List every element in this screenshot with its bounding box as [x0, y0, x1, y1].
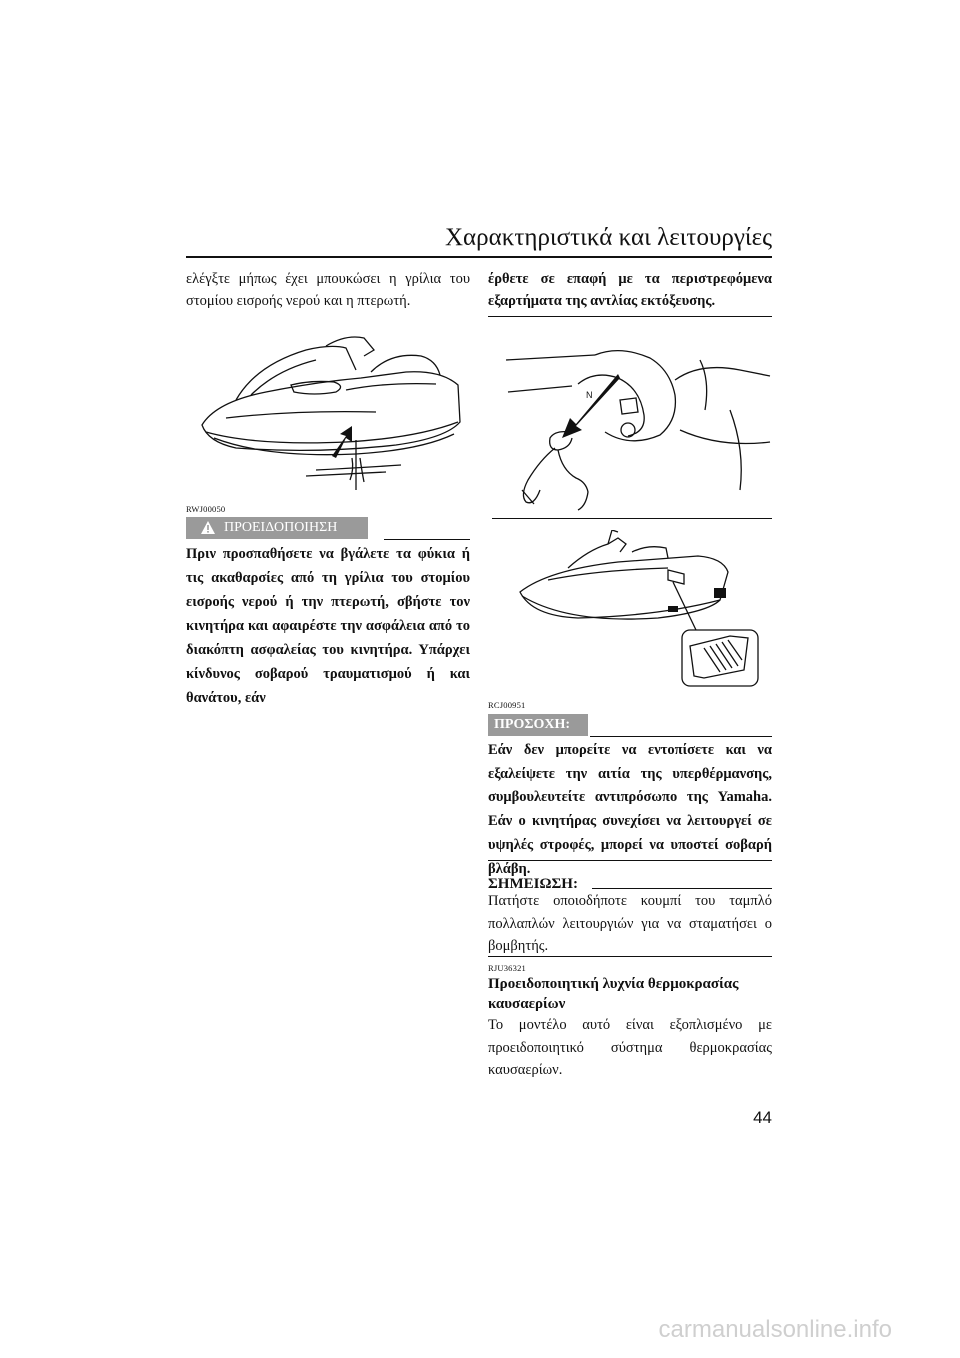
section-code: RJU36321 [488, 963, 526, 973]
warning-end-rule [488, 316, 772, 317]
watermark: carmanualsonline.info [658, 1316, 892, 1343]
warning-header-rule [384, 539, 470, 540]
section-text: Το μοντέλο αυτό είναι εξοπλισμένο με προειδοποιητικό σύστημα θερμοκρασίας καυσαερίων. [488, 1017, 772, 1078]
warning-label: ΠΡΟΕΙΔΟΠΟΙΗΣΗ [224, 520, 338, 535]
page-header-title: Χαρακτηριστικά και λειτουργίες [445, 224, 772, 251]
figure-divider [492, 518, 772, 519]
engine-switch-illustration [500, 340, 772, 515]
intro-paragraph: ελέγξτε μήπως έχει μπουκώσει η γρίλια του στομίου εισροής νερού και η πτερωτή. [186, 271, 470, 309]
caution-text: Εάν δεν μπορείτε να εντοπίσετε και να εξαλείψετε την αιτία της υπερθέρμανσης, συμβουλευτείτε αντιπρόσωπο της Yamaha. Εάν ο κινητήρας συνεχίσει να λειτουργεί σε υψηλές στροφές, μπορεί να υποστεί σοβαρή βλάβη. [488, 742, 772, 877]
watercraft-intake-illustration [196, 330, 466, 500]
warning-text: Πριν προσπαθήσετε να βγάλετε τα φύκια ή τις ακαθαρσίες από τη γρίλια του στομίου εισροής νερού ή την πτερωτή, σβήστε τον κινητήρα και αφαιρέστε την ασφάλεια από το διακόπτη ασφαλείας του κινητήρα. Υπάρχει κίνδυνος σοβαρού τραυματισμού ή και θανάτου, εάν [186, 546, 470, 706]
warning-continuation: έρθετε σε επαφή με τα περιστρεφόμενα εξαρτήματα της αντλίας εκτόξευσης. [488, 271, 772, 309]
switch-letter: N [586, 390, 593, 400]
caution-end-rule [488, 860, 772, 861]
warning-code: RWJ00050 [186, 504, 226, 514]
watercraft-side-illustration [508, 530, 770, 690]
caution-code: RCJ00951 [488, 700, 526, 710]
note-header-rule [592, 888, 772, 889]
page-number: 44 [753, 1108, 772, 1127]
warning-badge [186, 517, 368, 539]
header-rule [186, 256, 772, 258]
note-end-rule [488, 956, 772, 957]
caution-label: ΠΡΟΣΟΧΗ: [494, 717, 571, 732]
caution-header-rule [590, 736, 772, 737]
warning-triangle-icon [200, 520, 216, 535]
note-text: Πατήστε οποιοδήποτε κουμπί του ταμπλό πολλαπλών λειτουργιών για να σταματήσει ο βομβητής. [488, 893, 772, 954]
note-label: ΣΗΜΕΙΩΣΗ: [488, 876, 578, 892]
caution-badge [488, 714, 588, 736]
section-title: Προειδοποιητική λυχνία θερμοκρασίας καυσαερίων [488, 976, 739, 1012]
